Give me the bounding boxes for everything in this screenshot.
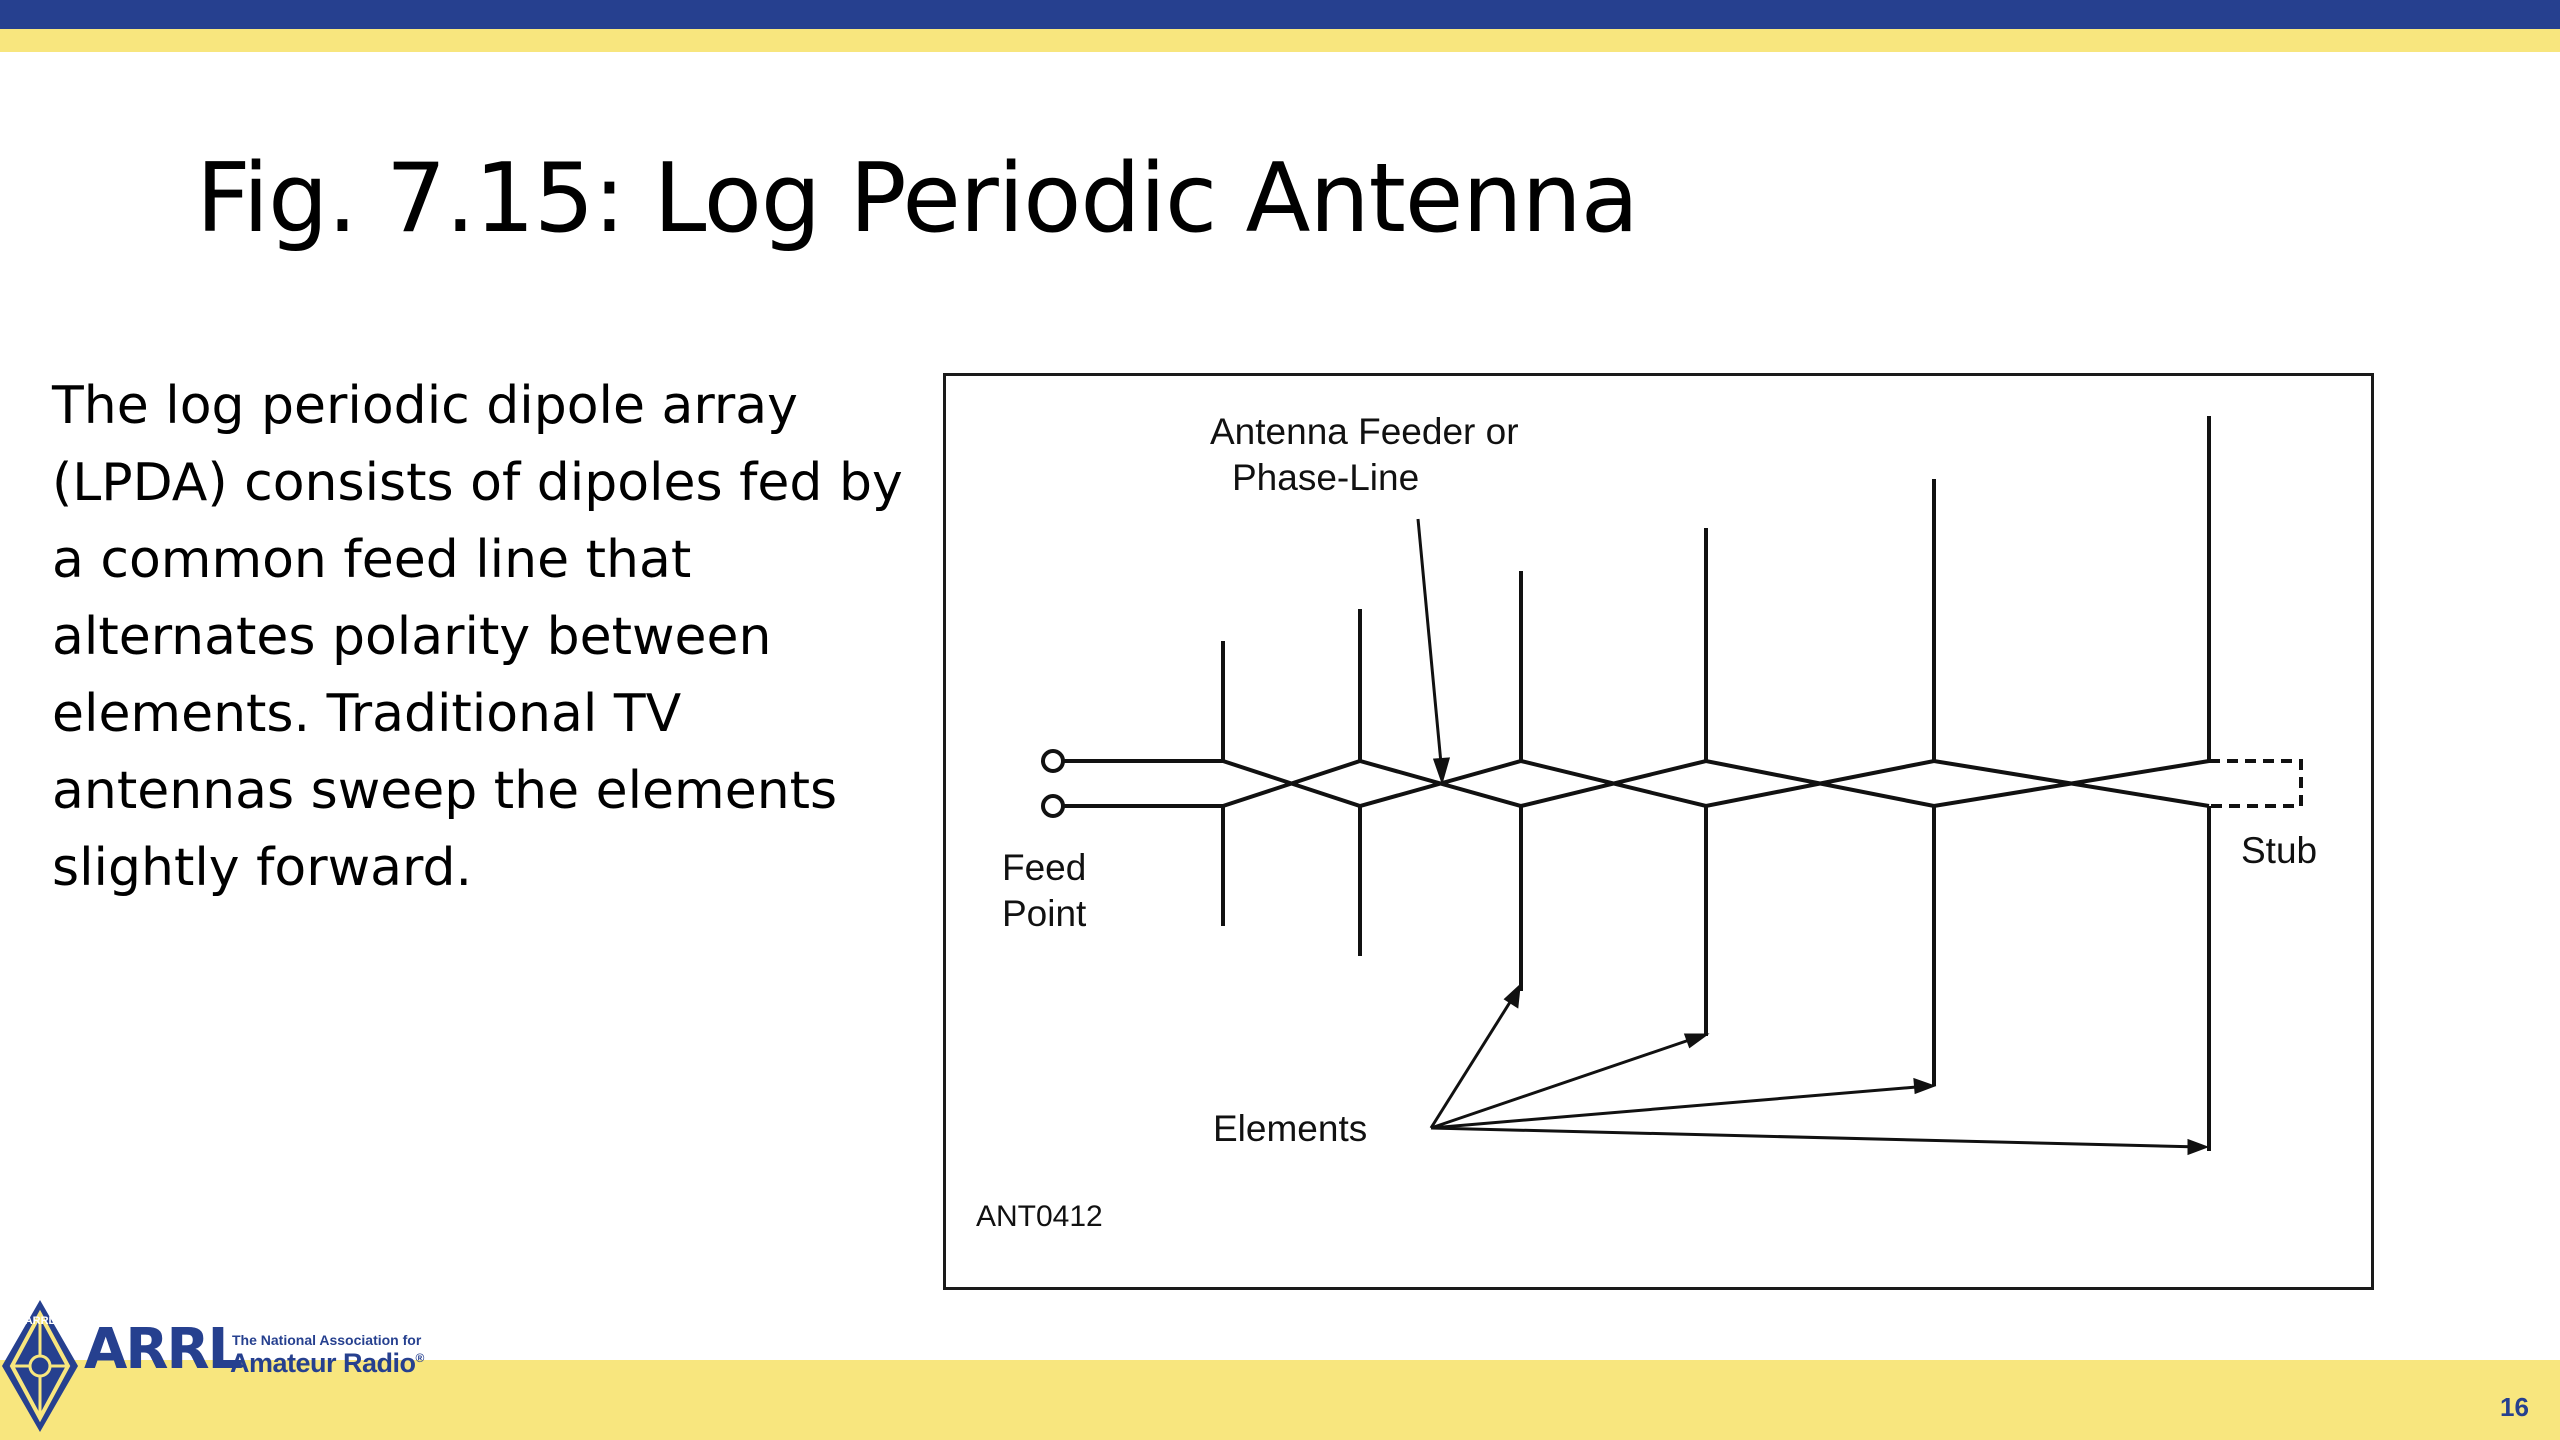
feed-terminal-bottom — [1043, 796, 1063, 816]
feed-terminal-top — [1043, 751, 1063, 771]
logo-tagline-small: The National Association for — [232, 1332, 422, 1348]
label-feed-line1: Feed — [1002, 847, 1087, 888]
label-elements: Elements — [1213, 1108, 1368, 1149]
antenna-diagram — [943, 373, 2374, 1290]
logo-mark-letters: ARRL — [24, 1315, 56, 1327]
label-stub: Stub — [2241, 830, 2318, 871]
top-bar-yellow — [0, 29, 2560, 52]
stub — [2209, 761, 2301, 806]
phase-line-b — [1223, 761, 2209, 806]
slide-body-text: The log periodic dipole array (LPDA) consists of dipoles fed by a common feed line that alternates polarity between elements. Traditional TV antennas sweep the elements slightly forward. — [52, 376, 903, 898]
feeder-leader — [1418, 519, 1442, 774]
logo-tagline-large: Amateur Radio® — [230, 1348, 424, 1378]
label-feed-line2: Point — [1002, 893, 1087, 934]
elements-leader-4 — [1431, 1128, 2201, 1147]
figure-code: ANT0412 — [976, 1200, 1103, 1233]
elements-leader-3 — [1431, 1086, 1928, 1128]
slide-title: Fig. 7.15: Log Periodic Antenna — [196, 144, 1639, 254]
elements-leader-2-arrowhead — [1686, 1035, 1705, 1046]
label-feeder-line1: Antenna Feeder or — [1210, 411, 1519, 452]
top-bar-blue — [0, 0, 2560, 29]
logo-name: ARRL — [84, 1317, 242, 1382]
elements-leader-3-arrowhead — [1915, 1080, 1932, 1092]
feeder-leader-arrowhead — [1435, 759, 1448, 780]
elements-leader-4-arrowhead — [2189, 1141, 2205, 1153]
elements-leader-1 — [1431, 991, 1517, 1128]
label-feeder-line2: Phase-Line — [1232, 457, 1420, 498]
page-number: 16 — [2500, 1392, 2529, 1422]
elements-leader-2 — [1431, 1036, 1701, 1128]
